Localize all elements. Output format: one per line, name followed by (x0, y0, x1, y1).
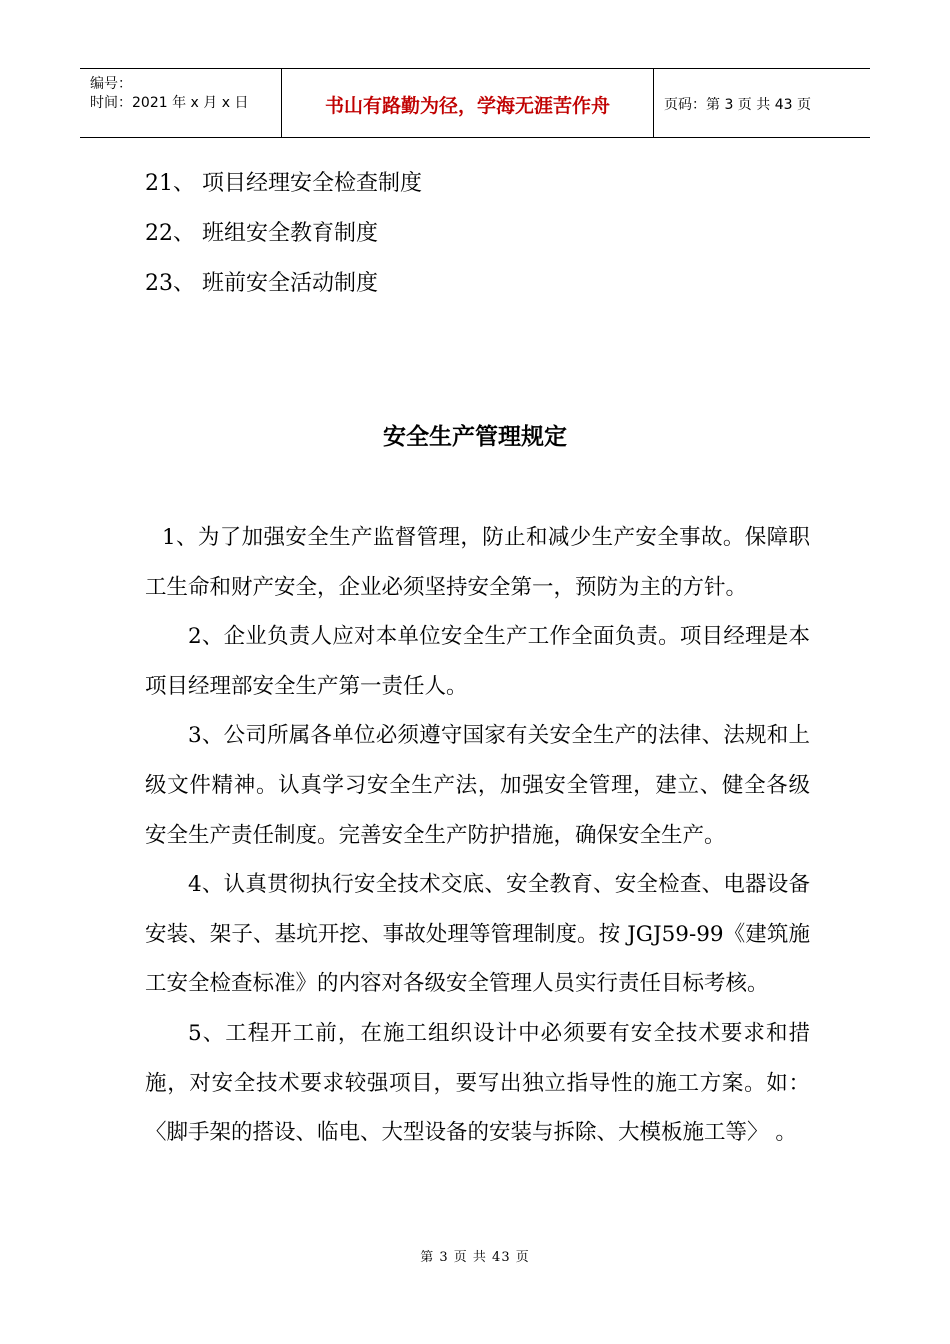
section-title: 安全生产管理规定 (383, 424, 567, 450)
section-body (145, 513, 810, 1158)
body-paragraph: 5、工程开工前，在施工组织设计中必须要有安全技术要求和措施，对安全技术要求较强项目，要写出独立指导性的施工方案。如：〈脚手架的搭设、临电、大型设备的安装与拆除、大模板施工等〉 。 (145, 1020, 810, 1146)
toc-item-number: 23、 (145, 271, 195, 296)
header-page-code: 页码：第 3 页 共 43 页 (664, 97, 811, 113)
toc-item (145, 268, 422, 318)
page-footer: 第 3 页 共 43 页 (420, 1250, 530, 1265)
toc-item-number: 22、 (145, 221, 195, 246)
body-paragraph: 3、公司所属各单位必须遵守国家有关安全生产的法律、法规和上级文件精神。认真学习安全生产法，加强安全管理，建立、健全各级安全生产责任制度。完善安全生产防护措施，确保安全生产。 (145, 723, 810, 848)
body-paragraph: 4、认真贯彻执行安全技术交底、安全教育、安全检查、电器设备安装、架子、基坑开挖、事故处理等管理制度。按 JGJ59-99《建筑施工安全检查标准》的内容对各级安全管理人员实行责任目标考核。 (145, 872, 810, 997)
header-page-cell (654, 69, 870, 137)
header-motto: 书山有路勤为径，学海无涯苦作舟 (324, 95, 610, 117)
doc-time: 时间：2021 年 x 月 x 日 (90, 95, 249, 111)
toc-item-text: 班前安全活动制度 (202, 271, 379, 296)
toc-list (145, 168, 422, 318)
toc-item (145, 168, 422, 218)
header-motto-cell (282, 69, 654, 137)
body-paragraph: 1、为了加强安全生产监督管理，防止和减少生产安全事故。保障职工生命和财产安全，企业必须坚持安全第一，预防为主的方针。 (145, 525, 810, 600)
toc-item-text: 项目经理安全检查制度 (202, 171, 423, 196)
toc-item-text: 班组安全教育制度 (202, 221, 379, 246)
toc-item-number: 21、 (145, 171, 195, 196)
toc-item (145, 218, 422, 268)
header-info-cell (80, 69, 282, 137)
body-paragraph: 2、企业负责人应对本单位安全生产工作全面负责。项目经理是本项目经理部安全生产第一责任人。 (145, 624, 810, 699)
page-header (80, 68, 870, 138)
doc-code-label: 编号： (90, 76, 132, 92)
